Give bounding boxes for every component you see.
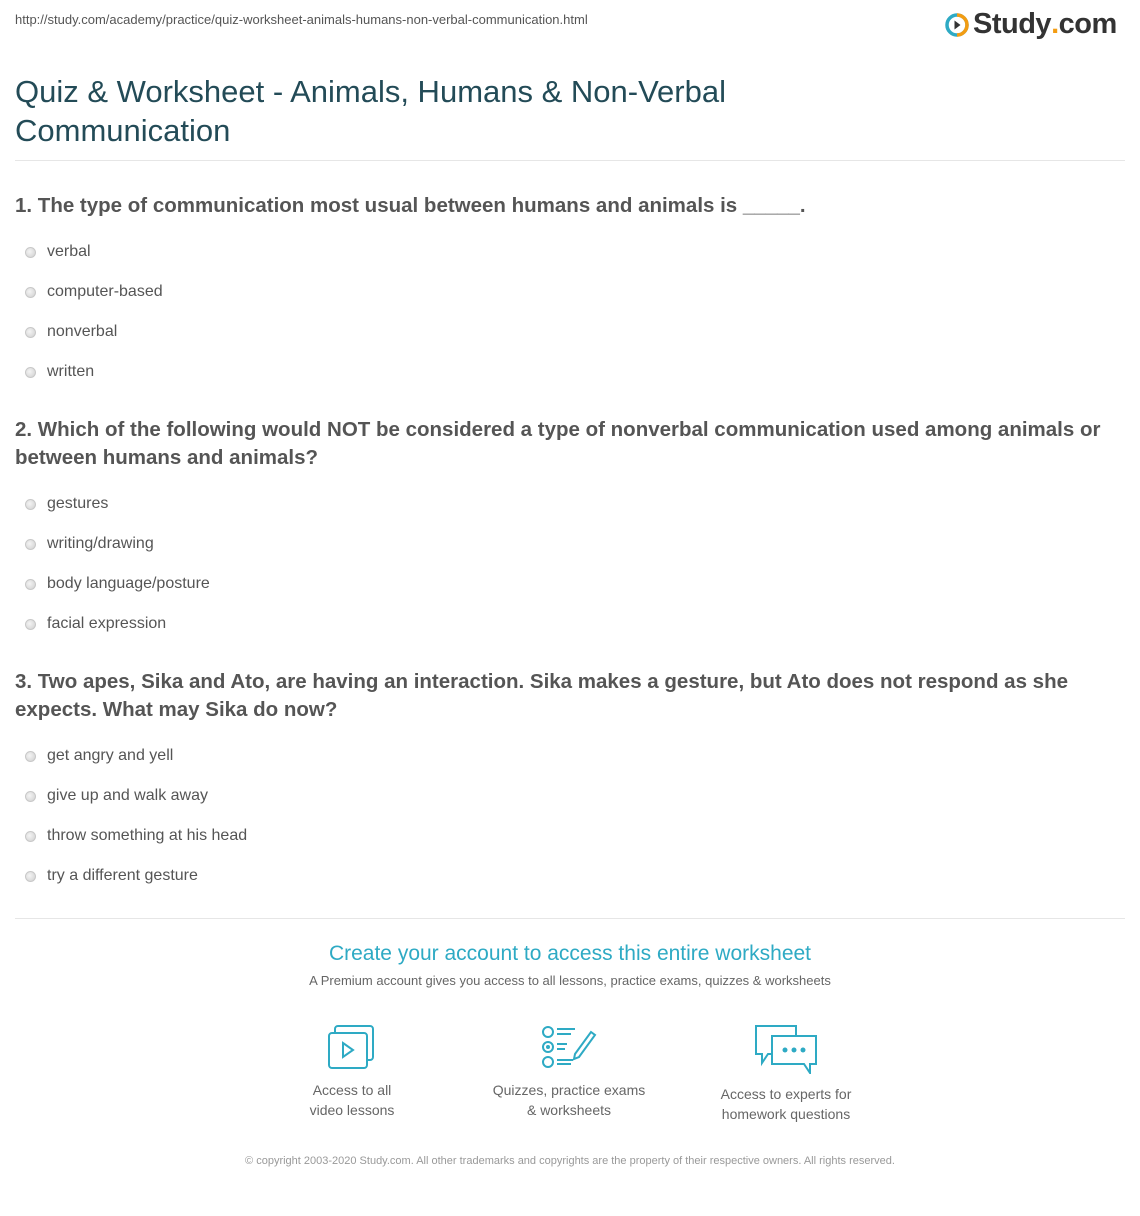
option-label: body language/posture bbox=[47, 575, 210, 592]
page-title: Quiz & Worksheet - Animals, Humans & Non-Verbal Communication bbox=[15, 74, 726, 148]
option-label: facial expression bbox=[47, 615, 167, 632]
radio-button[interactable] bbox=[25, 871, 36, 882]
option-label: computer-based bbox=[47, 283, 163, 300]
question-1 bbox=[15, 192, 1125, 392]
feature-label: Quizzes, practice exams bbox=[492, 1082, 646, 1098]
feature-label: & worksheets bbox=[526, 1102, 612, 1118]
chat-bubbles-icon bbox=[754, 1024, 818, 1074]
option-label: nonverbal bbox=[47, 323, 118, 340]
copyright: © copyright 2003-2020 Study.com. All other trademarks and copyrights are the property of their respective owners. All rights reserved. bbox=[245, 1155, 895, 1167]
divider bbox=[15, 918, 1125, 919]
question-text: 2. Which of the following would NOT be considered a type of nonverbal communication used among animals or between humans and animals? bbox=[15, 418, 1101, 469]
logo-name: Study bbox=[973, 8, 1052, 40]
option-label: writing/drawing bbox=[47, 535, 154, 552]
feature-quizzes bbox=[479, 1024, 659, 1120]
answer-option[interactable] bbox=[15, 564, 1125, 604]
video-lessons-icon bbox=[327, 1024, 377, 1070]
question-text: 1. The type of communication most usual between humans and animals is _____. bbox=[15, 194, 806, 217]
radio-button[interactable] bbox=[25, 579, 36, 590]
question-2 bbox=[15, 416, 1125, 644]
answer-option[interactable] bbox=[15, 776, 1125, 816]
answer-option[interactable] bbox=[15, 352, 1125, 392]
radio-button[interactable] bbox=[25, 831, 36, 842]
radio-button[interactable] bbox=[25, 751, 36, 762]
answer-option[interactable] bbox=[15, 856, 1125, 896]
option-label: throw something at his head bbox=[47, 827, 248, 844]
question-text: 3. Two apes, Sika and Ato, are having an interaction. Sika makes a gesture, but Ato does not respond as she expects. What may Sika do now? bbox=[15, 670, 1068, 721]
radio-button[interactable] bbox=[25, 247, 36, 258]
feature-label: video lessons bbox=[309, 1102, 395, 1118]
radio-button[interactable] bbox=[25, 539, 36, 550]
cta-subtitle: A Premium account gives you access to all lessons, practice exams, quizzes & worksheets bbox=[309, 973, 831, 988]
logo-dot: . bbox=[1051, 8, 1059, 40]
study-logo[interactable] bbox=[945, 8, 1117, 41]
answer-option[interactable] bbox=[15, 524, 1125, 564]
answer-option[interactable] bbox=[15, 272, 1125, 312]
logo-suffix: com bbox=[1058, 8, 1117, 40]
quiz-checklist-icon bbox=[541, 1024, 597, 1070]
radio-button[interactable] bbox=[25, 327, 36, 338]
page-url: http://study.com/academy/practice/quiz-worksheet-animals-humans-non-verbal-communication.html bbox=[15, 12, 588, 27]
answer-option[interactable] bbox=[15, 816, 1125, 856]
option-label: give up and walk away bbox=[47, 787, 208, 804]
answer-option[interactable] bbox=[15, 232, 1125, 272]
answer-option[interactable] bbox=[15, 484, 1125, 524]
radio-button[interactable] bbox=[25, 619, 36, 630]
answer-option[interactable] bbox=[15, 312, 1125, 352]
radio-button[interactable] bbox=[25, 791, 36, 802]
question-3 bbox=[15, 668, 1125, 896]
feature-label: homework questions bbox=[721, 1106, 851, 1122]
option-label: written bbox=[47, 363, 95, 380]
radio-button[interactable] bbox=[25, 367, 36, 378]
answer-option[interactable] bbox=[15, 736, 1125, 776]
feature-experts bbox=[696, 1024, 876, 1124]
option-label: verbal bbox=[47, 243, 91, 260]
answer-option[interactable] bbox=[15, 604, 1125, 644]
radio-button[interactable] bbox=[25, 499, 36, 510]
create-account-link[interactable]: Create your account to access this entire worksheet bbox=[328, 942, 812, 965]
divider bbox=[15, 160, 1125, 161]
radio-button[interactable] bbox=[25, 287, 36, 298]
option-label: try a different gesture bbox=[47, 867, 198, 884]
play-logo-icon bbox=[945, 13, 969, 37]
feature-video-lessons bbox=[262, 1024, 442, 1120]
feature-label: Access to all bbox=[312, 1082, 392, 1098]
feature-label: Access to experts for bbox=[720, 1086, 852, 1102]
option-label: gestures bbox=[47, 495, 109, 512]
option-label: get angry and yell bbox=[47, 747, 174, 764]
